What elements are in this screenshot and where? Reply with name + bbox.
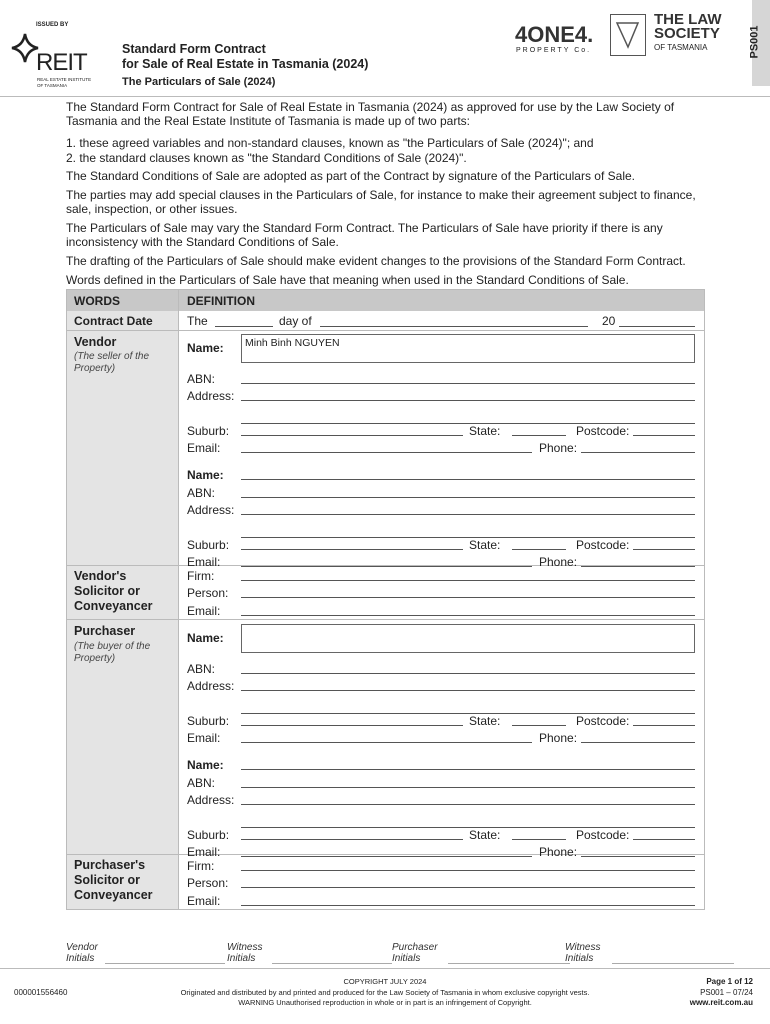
purchaser-2-state-field[interactable] (512, 839, 566, 840)
purchaser-1-postcode-label: Postcode: (576, 714, 630, 728)
purchaser-1-suburb-field[interactable] (241, 725, 463, 726)
initials-label: Witness Initials (227, 942, 263, 964)
vendor-solicitor-firm-field[interactable] (241, 580, 695, 581)
purchaser-1-state-label: State: (469, 714, 501, 728)
vendor-2-postcode-label: Postcode: (576, 538, 630, 552)
purchaser-solicitor-firm-label: Firm: (187, 859, 215, 873)
purchaser-1-phone-field[interactable] (581, 742, 695, 743)
law-society-crest-icon (610, 14, 646, 56)
vendor-2-email-label: Email: (187, 555, 221, 569)
vendor-1-abn-label: ABN: (187, 372, 216, 386)
vendor-1-postcode-field[interactable] (633, 435, 695, 436)
reit-wordmark: REIT (36, 49, 87, 76)
purchaser-2-address-field[interactable] (241, 804, 695, 805)
form-code-tab: PS001 (752, 0, 770, 86)
vendor-1-postcode-label: Postcode: (576, 424, 630, 438)
vendor-solicitor-label: Vendor's Solicitor or Conveyancer (74, 569, 153, 613)
purchaser-2-suburb-field[interactable] (241, 839, 463, 840)
vendor-1-email-field[interactable] (241, 452, 532, 453)
purchaser-2-name-label: Name: (187, 758, 224, 772)
purchaser-2-abn-label: ABN: (187, 776, 216, 790)
vendor-solicitor-email-field[interactable] (241, 615, 695, 616)
vendor-2-phone-label: Phone: (539, 555, 578, 569)
initials-field[interactable] (612, 963, 734, 964)
year-field[interactable] (619, 326, 695, 327)
purchaser-note: (The buyer of the Property) (74, 641, 151, 664)
initials-label: Vendor Initials (66, 942, 98, 964)
vendor-2-abn-field[interactable] (241, 497, 695, 498)
purchaser-1-state-field[interactable] (512, 725, 566, 726)
vendor-1-email-label: Email: (187, 441, 221, 455)
reit-website-link[interactable]: www.reit.com.au (689, 998, 753, 1007)
law-society-logo: THE LAW SOCIETY (654, 11, 722, 42)
doc-number: 000001556460 (14, 988, 68, 997)
purchaser-2-postcode-field[interactable] (633, 839, 695, 840)
purchaser-2-email-field[interactable] (241, 856, 532, 857)
vendor-2-state-label: State: (469, 538, 501, 552)
vendor-2-postcode-field[interactable] (633, 549, 695, 550)
vendor-2-suburb-field[interactable] (241, 549, 463, 550)
vendor-2-phone-field[interactable] (581, 566, 695, 567)
purchaser-1-address-field[interactable] (241, 690, 695, 691)
footer-divider (0, 968, 770, 969)
purchaser-2-postcode-label: Postcode: (576, 828, 630, 842)
purchaser-2-email-label: Email: (187, 845, 221, 859)
vendor-1-abn-field[interactable] (241, 383, 695, 384)
purchaser-1-abn-field[interactable] (241, 673, 695, 674)
vendor-label: Vendor (74, 335, 117, 349)
vendor-solicitor-firm-label: Firm: (187, 569, 215, 583)
purchaser-2-phone-label: Phone: (539, 845, 578, 859)
intro-list-item: 1. these agreed variables and non-standard clauses, known as "the Particulars of Sale (2024)"; and (66, 136, 594, 150)
footer-page-info: Page 1 of 12 PS001 – 07/24 www.reit.com.au (650, 977, 753, 1009)
initials-field[interactable] (448, 963, 570, 964)
purchaser-2-suburb-label: Suburb: (187, 828, 230, 842)
purchaser-2-state-label: State: (469, 828, 501, 842)
purchaser-1-phone-label: Phone: (539, 731, 578, 745)
vendor-1-suburb-field[interactable] (241, 435, 463, 436)
vendor-1-address-label: Address: (187, 389, 235, 403)
purchaser-solicitor-person-label: Person: (187, 876, 229, 890)
initials-label: Purchaser Initials (392, 942, 438, 964)
purchaser-1-name-input[interactable] (241, 624, 695, 653)
day-field[interactable] (215, 326, 273, 327)
purchaser-1-postcode-field[interactable] (633, 725, 695, 726)
vendor-2-name-field[interactable] (241, 479, 695, 480)
footer-copyright: COPYRIGHT JULY 2024 Originated and distributed by and printed and produced for the Law Society of Tasmania in whom exclusive copyright vests. WARNING Unauthorised reproduction in whole or in part is an infringement of Copyright. (180, 977, 590, 1007)
vendor-1-state-field[interactable] (512, 435, 566, 436)
4one4-logo: 4ONE4. (515, 22, 594, 47)
intro-paragraph: Words defined in the Particulars of Sale have that meaning when used in the Standard Conditions of Sale. (66, 273, 629, 287)
vendor-solicitor-email-label: Email: (187, 604, 221, 618)
purchaser-solicitor-email-label: Email: (187, 894, 221, 908)
vendor-2-suburb-label: Suburb: (187, 538, 230, 552)
vendor-1-name-label: Name: (187, 341, 224, 355)
issued-by: ISSUED BY (36, 22, 69, 28)
header-divider (0, 96, 770, 97)
purchaser-1-address-label: Address: (187, 679, 235, 693)
reit-logo (10, 32, 92, 92)
vendor-2-address-label: Address: (187, 503, 235, 517)
purchaser-2-name-field[interactable] (241, 769, 695, 770)
intro-list-item: 2. the standard clauses known as "the Standard Conditions of Sale (2024)". (66, 151, 467, 165)
intro-paragraph: The Standard Form Contract for Sale of Real Estate in Tasmania (2024) as approved for use by the Law Society of Tasmania and the Real Estate Institute of Tasmania is made up of two parts: (66, 100, 675, 128)
reit-sub: OF TASMANIA (37, 83, 68, 88)
vendor-1-phone-label: Phone: (539, 441, 578, 455)
day-of-label: day of (279, 314, 312, 328)
col-words: WORDS (74, 294, 120, 308)
intro-paragraph: The parties may add special clauses in the Particulars of Sale, for instance to make their agreement subject to finance, sale, inspection, or other issues. (66, 188, 696, 216)
month-field[interactable] (320, 326, 588, 327)
vendor-2-state-field[interactable] (512, 549, 566, 550)
purchaser-2-abn-field[interactable] (241, 787, 695, 788)
purchaser-1-abn-label: ABN: (187, 662, 216, 676)
form-subtitle: The Particulars of Sale (2024) (122, 76, 276, 88)
vendor-1-state-label: State: (469, 424, 501, 438)
purchaser-2-address-label: Address: (187, 793, 235, 807)
contract-date-label: Contract Date (74, 314, 153, 328)
purchaser-1-email-label: Email: (187, 731, 221, 745)
purchaser-solicitor-label: Purchaser's Solicitor or Conveyancer (74, 858, 153, 902)
vendor-1-name-input[interactable]: Minh Binh NGUYEN (241, 334, 695, 363)
form-title: Standard Form Contract for Sale of Real Estate in Tasmania (2024) (122, 42, 369, 71)
vendor-2-email-field[interactable] (241, 566, 532, 567)
the-label: The (187, 314, 208, 328)
purchaser-solicitor-person-field[interactable] (241, 887, 695, 888)
vendor-solicitor-person-label: Person: (187, 586, 229, 600)
intro-paragraph: The drafting of the Particulars of Sale should make evident changes to the provisions of the Standard Form Contract. (66, 254, 686, 268)
year-prefix: 20 (602, 314, 616, 328)
vendor-1-address-field[interactable] (241, 400, 695, 401)
purchaser-1-email-field[interactable] (241, 742, 532, 743)
col-definition: DEFINITION (187, 294, 255, 308)
vendor-2-name-label: Name: (187, 468, 224, 482)
purchaser-solicitor-firm-field[interactable] (241, 870, 695, 871)
intro-paragraph: The Particulars of Sale may vary the Standard Form Contract. The Particulars of Sale have priority if there is any inconsistency with the Standard Conditions of Sale. (66, 221, 663, 249)
intro-paragraph: The Standard Conditions of Sale are adopted as part of the Contract by signature of the Particulars of Sale. (66, 169, 636, 183)
law-society-sub: OF TASMANIA (654, 43, 708, 52)
purchaser-1-name-label: Name: (187, 631, 224, 645)
initials-field[interactable] (272, 963, 392, 964)
vendor-note: (The seller of the Property) (74, 351, 150, 374)
purchaser-label: Purchaser (74, 624, 136, 638)
purchaser-1-suburb-label: Suburb: (187, 714, 230, 728)
4one4-sub: PROPERTY Co. (516, 47, 592, 54)
vendor-2-address-field[interactable] (241, 514, 695, 515)
initials-field[interactable] (105, 963, 225, 964)
initials-label: Witness Initials (565, 942, 601, 964)
vendor-2-abn-label: ABN: (187, 486, 216, 500)
reit-sub: REAL ESTATE INSTITUTE (37, 77, 92, 82)
purchaser-solicitor-email-field[interactable] (241, 905, 695, 906)
purchaser-2-phone-field[interactable] (581, 856, 695, 857)
vendor-solicitor-person-field[interactable] (241, 597, 695, 598)
vendor-1-phone-field[interactable] (581, 452, 695, 453)
vendor-1-suburb-label: Suburb: (187, 424, 230, 438)
